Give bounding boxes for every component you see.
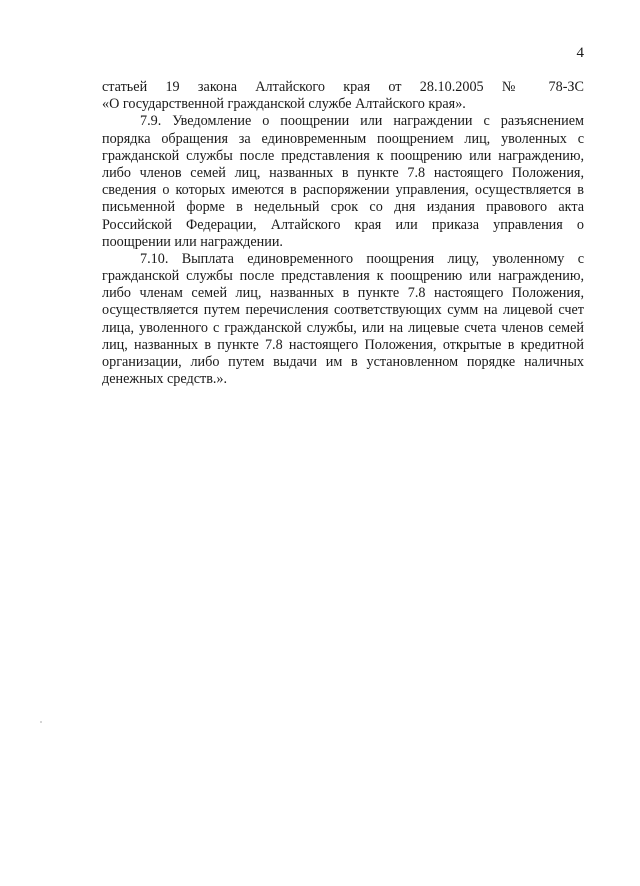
text-line: либо членов семей лиц, названных в пункте 7.8 настоящего Положения, [102, 164, 584, 181]
text-line: лиц, названных в пункте 7.8 настоящего Положения, открытые в кредитной [102, 336, 584, 353]
text-line: 7.10. Выплата единовременного поощрения лицу, уволенному с [140, 250, 584, 267]
text-line: порядка обращения за единовременным поощрением лиц, уволенных с [102, 130, 584, 147]
page-number: 4 [576, 45, 584, 61]
text-line: осуществляется путем перечисления соответствующих сумм на лицевой счет [102, 302, 584, 319]
text-line: организации, либо путем выдачи им в установленном порядке наличных [102, 354, 584, 370]
scan-artifact [40, 721, 42, 723]
text-line: поощрении или награждении. [102, 233, 283, 250]
text-line: сведения о которых имеются в распоряжении управления, осуществляется в [102, 182, 584, 199]
text-line: гражданской службы после представления к поощрению или награждению, [102, 147, 584, 164]
text-line: гражданской службы после представления к поощрению или награждению, [102, 268, 584, 285]
text-line: денежных средств.». [102, 371, 228, 388]
text-line: статьей 19 закона Алтайского края от 28.10.2005 № 78-ЗС [102, 79, 584, 95]
text-line: 7.9. Уведомление о поощрении или награждении с разъяснением [140, 113, 584, 130]
text-line: лица, уволенного с гражданской службы, или на лицевые счета членов семей [102, 319, 584, 336]
text-line: либо членам семей лиц, названных в пункте 7.8 настоящего Положения, [102, 285, 584, 302]
text-line: Российской Федерации, Алтайского края или приказа управления о [102, 216, 584, 233]
document-body [102, 79, 584, 388]
text-line: «О государственной гражданской службе Алтайского края». [102, 96, 466, 113]
text-line: письменной форме в недельный срок со дня издания правового акта [102, 199, 584, 216]
